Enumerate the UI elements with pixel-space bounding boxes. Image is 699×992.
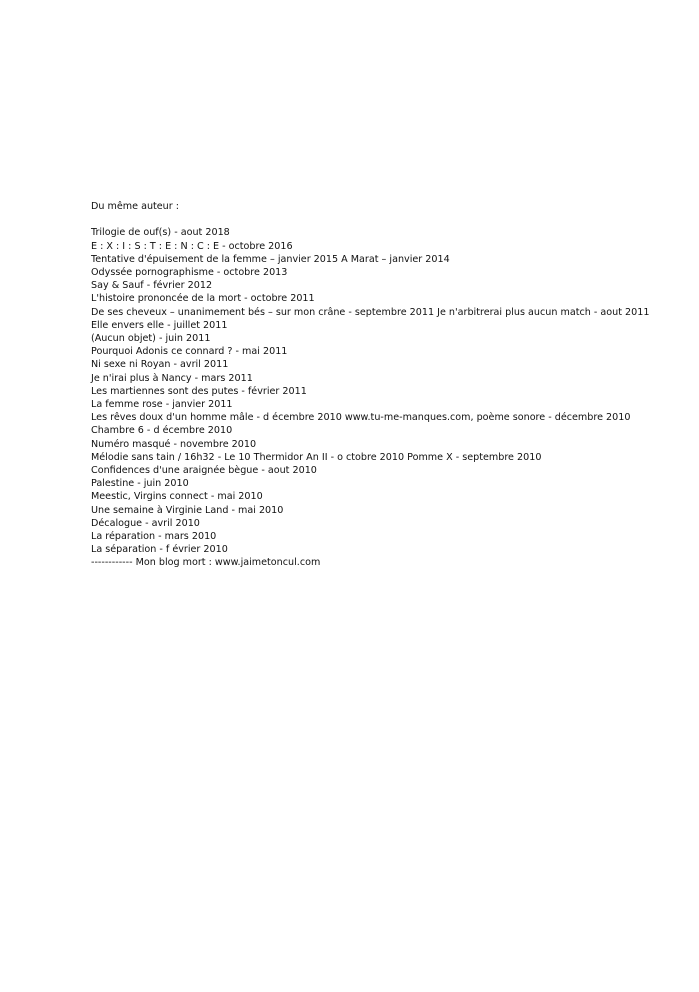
work-entry: Say & Sauf - février 2012 <box>91 280 213 292</box>
works-list <box>91 226 651 556</box>
section-heading: Du même auteur : <box>91 201 179 212</box>
work-entry: Pourquoi Adonis ce connard ? - mai 2011 <box>91 346 288 358</box>
work-entry: (Aucun objet) - juin 2011 <box>91 333 211 345</box>
work-entry: Confidences d'une araignée bègue - aout 2010 <box>91 465 317 477</box>
work-entry: E : X : I : S : T : E : N : C : E - octobre 2016 <box>91 240 293 252</box>
work-entry: Les martiennes sont des putes - février 2011 <box>91 385 307 397</box>
work-entry: Tentative d'épuisement de la femme – janvier 2015 A Marat – janvier 2014 <box>91 253 450 265</box>
work-entry: Les rêves doux d'un homme mâle - d écembre 2010 www.tu-me-manques.com, poème sonore - décembre 2010 <box>91 412 631 424</box>
work-entry: Chambre 6 - d écembre 2010 <box>91 425 233 437</box>
work-entry: L'histoire prononcée de la mort - octobre 2011 <box>91 293 315 305</box>
work-entry: Numéro masqué - novembre 2010 <box>91 438 257 450</box>
bibliography-section <box>91 200 651 570</box>
work-entry: Odyssée pornographisme - octobre 2013 <box>91 267 288 278</box>
work-entry: Ni sexe ni Royan - avril 2011 <box>91 359 229 371</box>
work-entry: De ses cheveux – unanimement bés – sur mon crâne - septembre 2011 Je n'arbitrerai plus aucun match - aout 2011 <box>91 306 650 318</box>
work-entry: Décalogue - avril 2010 <box>91 517 200 529</box>
work-entry: Meestic, Virgins connect - mai 2010 <box>91 491 263 503</box>
work-entry: La réparation - mars 2010 <box>91 531 217 543</box>
work-entry: Palestine - juin 2010 <box>91 478 189 490</box>
work-entry: Une semaine à Virginie Land - mai 2010 <box>91 504 284 516</box>
blog-footer: ------------ Mon blog mort : www.jaimetoncul.com <box>91 557 321 569</box>
work-entry: Mélodie sans tain / 16h32 - Le 10 Thermidor An II - o ctobre 2010 Pomme X - septembre 2010 <box>91 451 542 463</box>
work-entry: La séparation - f évrier 2010 <box>91 544 228 556</box>
work-entry: Trilogie de ouf(s) - aout 2018 <box>91 227 230 239</box>
work-entry: La femme rose - janvier 2011 <box>91 399 233 411</box>
work-entry: Je n'irai plus à Nancy - mars 2011 <box>91 372 253 384</box>
work-entry: Elle envers elle - juillet 2011 <box>91 319 228 331</box>
